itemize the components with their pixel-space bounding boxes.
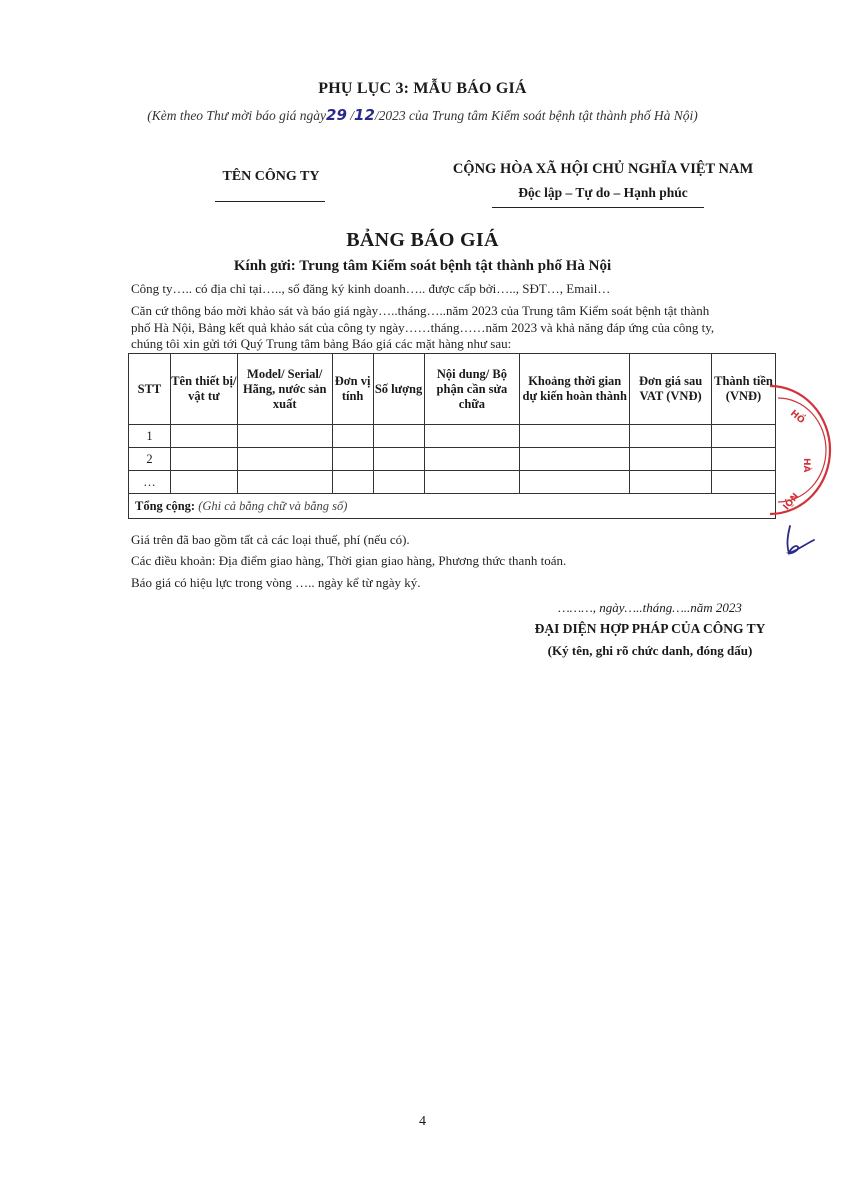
addressee: Kính gửi: Trung tâm Kiểm soát bệnh tật thành phố Hà Nội: [233, 258, 612, 274]
header-duration: Khoảng thời gian dự kiến hoàn thành: [520, 354, 630, 425]
document-title: BẢNG BÁO GIÁ: [346, 229, 499, 251]
table-cell: [630, 471, 712, 494]
note-validity: Báo giá có hiệu lực trong vòng ….. ngày kể từ ngày ký.: [131, 575, 421, 590]
table-cell: [332, 448, 373, 471]
header-unit: Đơn vị tính: [332, 354, 373, 425]
table-cell: [373, 448, 424, 471]
motto: Độc lập – Tự do – Hạnh phúc: [518, 185, 688, 200]
row-stt: 2: [129, 448, 171, 471]
header-device-name: Tên thiết bị/ vật tư: [170, 354, 237, 425]
svg-text:HÀ: HÀ: [801, 458, 811, 473]
subtitle-suffix: /2023 của Trung tâm Kiểm soát bệnh tật thành phố Hà Nội): [374, 108, 698, 123]
table-cell: [520, 448, 630, 471]
table-header-row: [129, 354, 776, 425]
table-cell: [170, 471, 237, 494]
subtitle-prefix: (Kèm theo Thư mời báo giá ngày: [147, 108, 327, 123]
quote-table: [128, 353, 776, 519]
total-label: Tổng cộng:: [135, 498, 196, 513]
svg-text:HỒ: HỒ: [788, 408, 807, 427]
table-cell: [170, 448, 237, 471]
table-row: [129, 448, 776, 471]
table-cell: [630, 425, 712, 448]
page-number: 4: [419, 1114, 426, 1129]
row-stt: 1: [129, 425, 171, 448]
row-stt: …: [129, 471, 171, 494]
company-name: TÊN CÔNG TY: [222, 169, 320, 184]
basis-line-2: phố Hà Nội, Bảng kết quả khảo sát của công ty ngày……tháng……năm 2023 và khả năng đáp ứng của công ty,: [131, 320, 715, 335]
header-model: Model/ Serial/ Hãng, nước sản xuất: [237, 354, 332, 425]
table-cell: [520, 471, 630, 494]
handwritten-month: 12: [354, 106, 375, 124]
handwritten-signature-icon: [780, 520, 820, 565]
header-quantity: Số lượng: [373, 354, 424, 425]
representative-title: ĐẠI DIỆN HỢP PHÁP CỦA CÔNG TY: [534, 621, 766, 636]
table-row: [129, 425, 776, 448]
motto-underline: [492, 207, 704, 208]
table-row: [129, 471, 776, 494]
table-cell: [373, 425, 424, 448]
appendix-subtitle: [0, 106, 845, 124]
handwritten-day: 29: [326, 106, 347, 124]
subtitle-slash: /: [346, 108, 355, 123]
basis-line-1: Căn cứ thông báo mời khảo sát và báo giá ngày…..tháng…..năm 2023 của Trung tâm Kiểm soát bệnh tật thành: [131, 303, 710, 318]
table-cell: [170, 425, 237, 448]
header-unit-price: Đơn giá sau VAT (VNĐ): [630, 354, 712, 425]
table-cell: [424, 448, 520, 471]
note-terms: Các điều khoản: Địa điểm giao hàng, Thời gian giao hàng, Phương thức thanh toán.: [131, 553, 567, 568]
table-cell: [630, 448, 712, 471]
table-cell: [424, 425, 520, 448]
nation-header: CỘNG HÒA XÃ HỘI CHỦ NGHĨA VIỆT NAM: [452, 161, 754, 177]
company-underline: [215, 201, 325, 202]
intro-line: Công ty….. có địa chỉ tại….., số đăng ký kinh doanh….. được cấp bởi….., SĐT…, Email…: [131, 281, 611, 296]
table-cell: [237, 448, 332, 471]
signature-instruction: (Ký tên, ghi rõ chức danh, đóng dấu): [547, 643, 753, 658]
table-cell: [424, 471, 520, 494]
table-cell: [373, 471, 424, 494]
total-cell: [129, 494, 776, 519]
basis-line-3: chúng tôi xin gửi tới Quý Trung tâm bảng Báo giá các mặt hàng như sau:: [131, 336, 512, 351]
appendix-title: PHỤ LỤC 3: MẪU BÁO GIÁ: [318, 80, 527, 97]
header-amount: Thành tiền (VNĐ): [712, 354, 776, 425]
signature-date-line: ………, ngày…..tháng…..năm 2023: [558, 600, 742, 615]
header-stt: STT: [129, 354, 171, 425]
note-tax: Giá trên đã bao gồm tất cả các loại thuế, phí (nếu có).: [131, 532, 410, 547]
total-row: [129, 494, 776, 519]
red-stamp-icon: [760, 380, 845, 525]
table-cell: [332, 471, 373, 494]
table-cell: [520, 425, 630, 448]
table-cell: [237, 425, 332, 448]
table-cell: [237, 471, 332, 494]
total-note: (Ghi cả bằng chữ và bằng số): [195, 498, 348, 513]
header-repair-content: Nội dung/ Bộ phận cần sửa chữa: [424, 354, 520, 425]
svg-text:NỘI: NỘI: [779, 490, 800, 511]
table-cell: [332, 425, 373, 448]
